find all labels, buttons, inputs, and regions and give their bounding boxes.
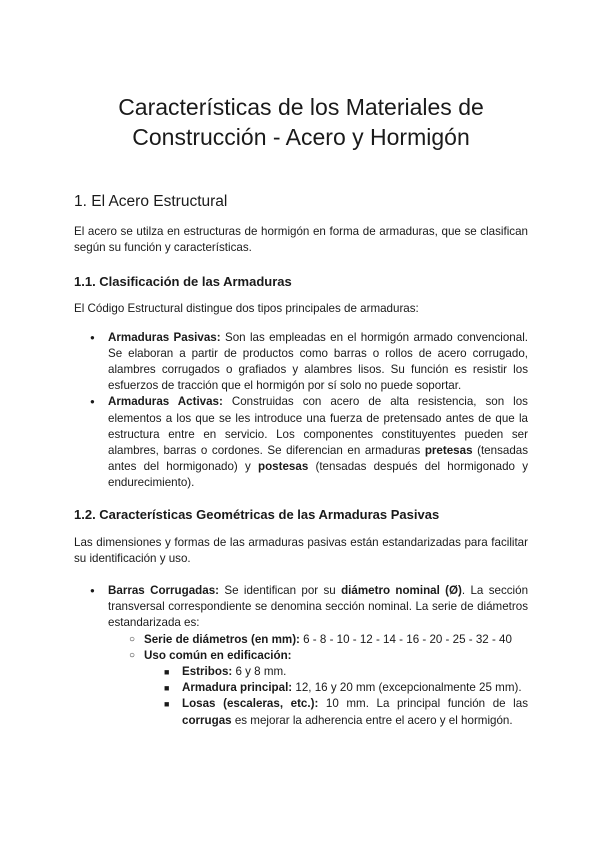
geometria-list — [74, 583, 528, 729]
losas-text-2: es mejorar la adherencia entre el acero y el hormigón. — [231, 713, 513, 727]
list-item-armadura-principal — [74, 680, 528, 696]
list-item-pasivas — [74, 330, 528, 395]
serie-term: Serie de diámetros (en mm): — [144, 632, 300, 646]
corrugadas-sublist — [74, 632, 528, 729]
pretesas-term: pretesas — [424, 444, 473, 458]
corrugadas-text-1: Se identifican por su — [219, 584, 342, 598]
activas-term: Armaduras Activas: — [108, 395, 223, 409]
activas-text-1: Construidas con acero de alta resistencia, son los elementos a los que se les introduce una fuerza de pretensado antes de que la estructura entre en servicio. Los componentes constituyentes pueden ser alambres, barras o cordones. Se diferencian en armaduras — [108, 395, 528, 458]
uso-term: Uso común en edificación: — [144, 648, 292, 662]
corrugadas-term: Barras Corrugadas: — [108, 584, 220, 598]
estribos-term: Estribos: — [182, 665, 233, 679]
diametro-nominal-term: diámetro nominal (Ø) — [341, 584, 462, 598]
uso-sublist — [74, 664, 528, 729]
section-1-1-heading: 1.1. Clasificación de las Armaduras — [74, 274, 292, 290]
serie-values: 6 - 8 - 10 - 12 - 14 - 16 - 20 - 25 - 32 - 40 — [299, 632, 512, 646]
list-item-serie — [74, 632, 528, 648]
activas-text-3: (tensadas después del hormigonado y endurecimiento). — [108, 460, 528, 490]
principal-term: Armadura principal: — [182, 681, 293, 695]
pasivas-text: Son las empleadas en el hormigón armado convencional. Se elaboran a partir de productos como barras o rollos de acero corrugado, alambres corrugados o grafiados y alambres lisos. Su función es resistir los esfuerzos de tracción que el hormigón por sí solo no puede soportar. — [108, 330, 528, 393]
section-1-1-intro: El Código Estructural distingue dos tipos principales de armaduras: — [74, 302, 419, 316]
corrugas-term: corrugas — [182, 713, 232, 727]
section-1-intro: El acero se utilza en estructuras de hormigón en forma de armaduras, que se clasifican según su función y características. — [74, 225, 528, 255]
activas-text-2: (tensadas antes del hormigonado) y — [108, 444, 529, 474]
list-item-corrugadas — [74, 583, 528, 729]
losas-term: Losas (escaleras, etc.): — [182, 697, 319, 711]
losas-text-1: 10 mm. La principal función de las — [318, 697, 528, 711]
section-1-2-heading: 1.2. Características Geométricas de las Armaduras Pasivas — [74, 506, 440, 522]
list-item-uso — [74, 648, 528, 729]
postesas-term: postesas — [258, 460, 309, 474]
principal-text: 12, 16 y 20 mm (excepcionalmente 25 mm). — [292, 681, 522, 695]
section-1-2-intro: Las dimensiones y formas de las armaduras pasivas están estandarizadas para facilitar su identificación y uso. — [74, 535, 528, 565]
section-1-heading: 1. El Acero Estructural — [74, 193, 228, 210]
list-item-estribos — [74, 664, 528, 680]
armaduras-list — [74, 330, 528, 492]
estribos-text: 6 y 8 mm. — [232, 665, 287, 679]
pasivas-term: Armaduras Pasivas: — [108, 330, 221, 344]
corrugadas-text-2: . La sección transversal correspondiente se denomina sección nominal. La serie de diámetros estandarizada es: — [108, 584, 529, 630]
list-item-activas — [74, 394, 528, 491]
list-item-losas — [74, 696, 528, 728]
document-title: Características de los Materiales de Construcción - Acero y Hormigón — [118, 94, 484, 150]
